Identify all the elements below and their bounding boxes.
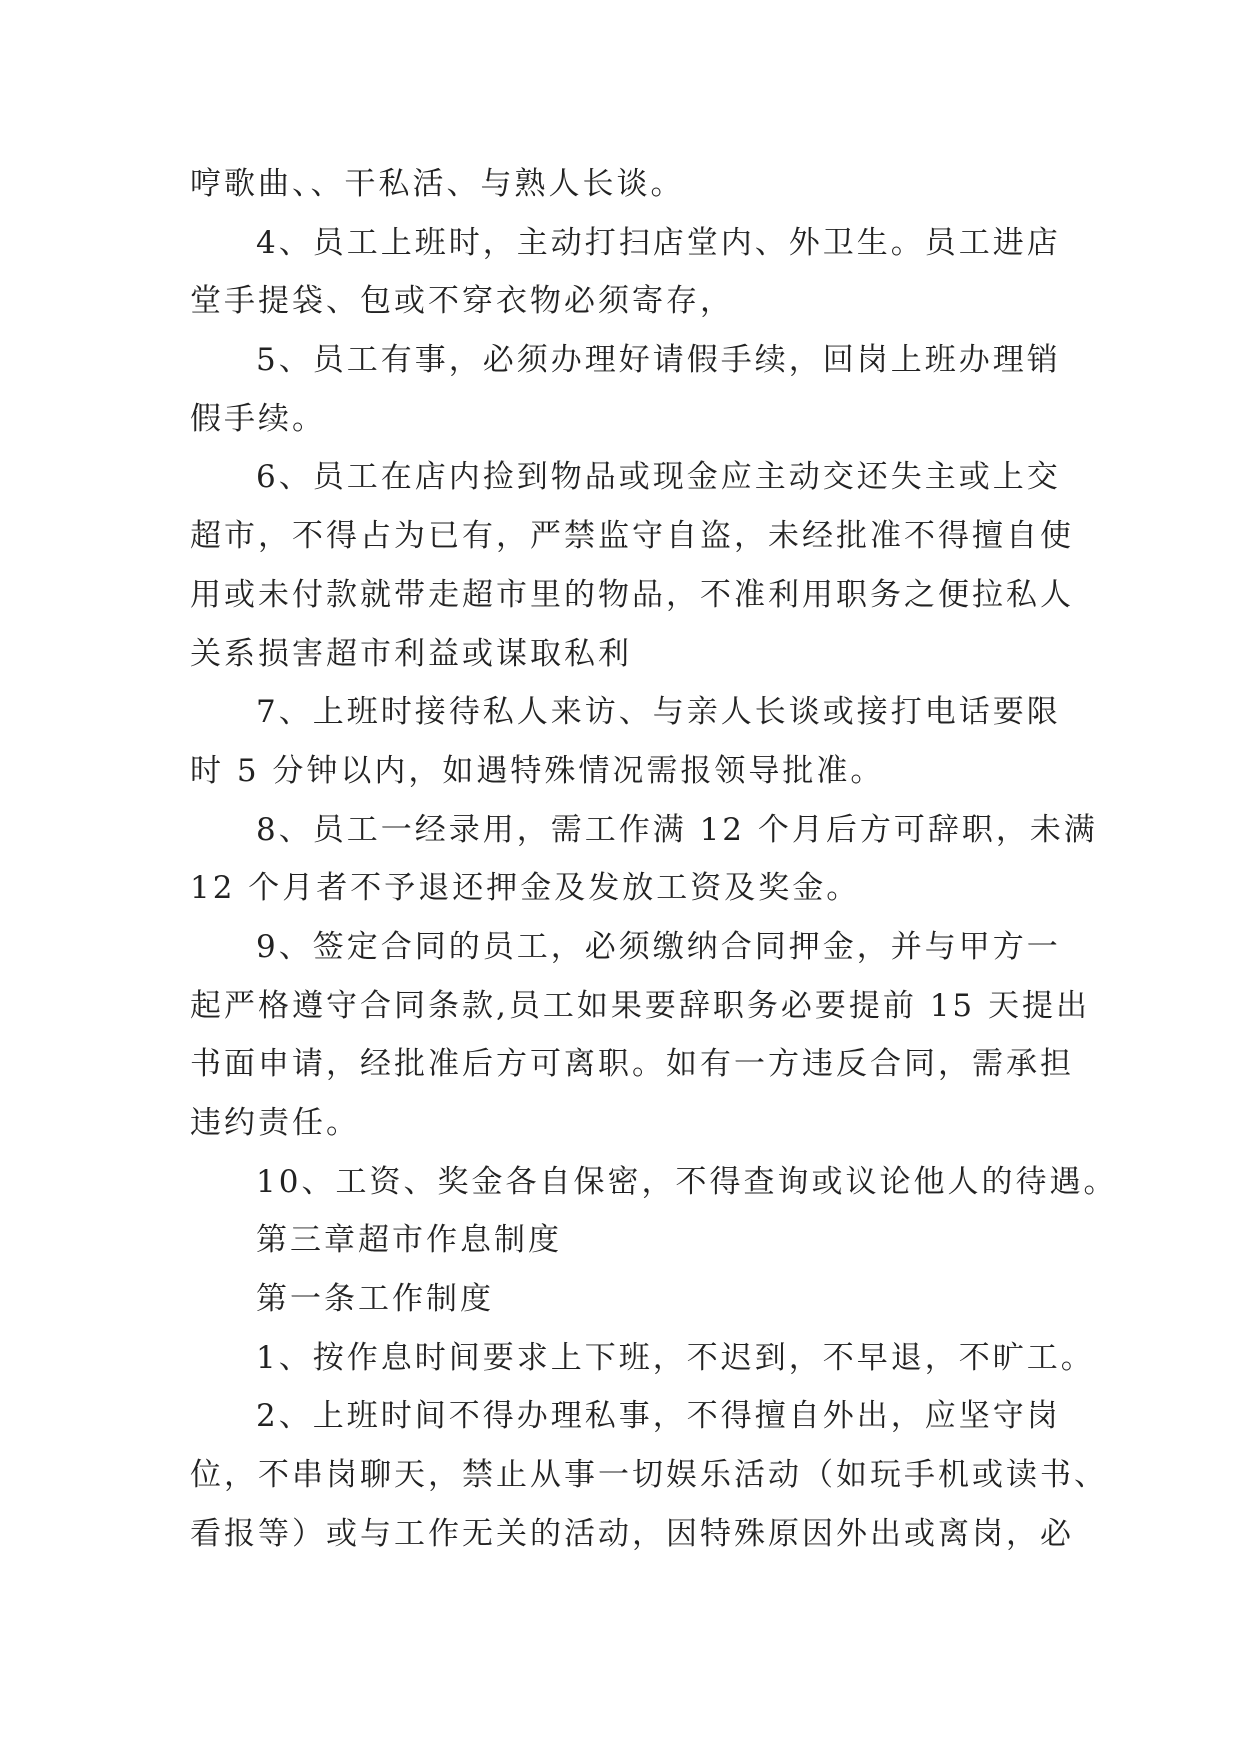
text-line: 看报等）或与工作无关的活动，因特殊原因外出或离岗，必 bbox=[190, 1515, 1074, 1552]
text-line: 6、员工在店内捡到物品或现金应主动交还失主或上交 bbox=[256, 459, 1061, 496]
text-line: 5、员工有事，必须办理好请假手续，回岗上班办理销 bbox=[256, 342, 1061, 379]
text-line: 4、员工上班时，主动打扫店堂内、外卫生。员工进店 bbox=[256, 224, 1061, 261]
text-line: 8、员工一经录用，需工作满 12 个月后方可辞职，未满 bbox=[256, 811, 1098, 848]
article-heading: 第一条工作制度 bbox=[256, 1281, 494, 1318]
text-line: 书面申请，经批准后方可离职。如有一方违反合同，需承担 bbox=[190, 1046, 1074, 1083]
text-line: 9、签定合同的员工，必须缴纳合同押金，并与甲方一 bbox=[256, 928, 1061, 965]
text-line: 12 个月者不予退还押金及发放工资及奖金。 bbox=[190, 870, 861, 907]
text-line: 用或未付款就带走超市里的物品，不准利用职务之便拉私人 bbox=[190, 576, 1074, 613]
text-line: 2、上班时间不得办理私事，不得擅自外出，应坚守岗 bbox=[256, 1398, 1061, 1435]
text-line: 起严格遵守合同条款,员工如果要辞职务必要提前 15 天提出 bbox=[190, 987, 1091, 1024]
text-line: 1、按作息时间要求上下班，不迟到，不早退，不旷工。 bbox=[256, 1339, 1095, 1376]
text-line: 7、上班时接待私人来访、与亲人长谈或接打电话要限 bbox=[256, 694, 1061, 731]
text-line: 关系损害超市利益或谋取私利 bbox=[190, 635, 632, 672]
text-line: 超市，不得占为已有，严禁监守自盗，未经批准不得擅自使 bbox=[190, 518, 1074, 555]
text-line: 时 5 分钟以内，如遇特殊情况需报领导批准。 bbox=[190, 752, 885, 789]
text-line: 违约责任。 bbox=[190, 1105, 360, 1141]
document-body bbox=[190, 155, 1118, 1564]
text-line: 堂手提袋、包或不穿衣物必须寄存， bbox=[190, 283, 734, 320]
chapter-heading: 第三章超市作息制度 bbox=[256, 1222, 562, 1259]
text-line: 假手续。 bbox=[190, 400, 326, 437]
text-line: 哼歌曲、、干私活、与熟人长谈。 bbox=[190, 166, 685, 202]
text-line: 位，不串岗聊天，禁止从事一切娱乐活动（如玩手机或读书、 bbox=[190, 1457, 1108, 1494]
text-line: 10、工资、奖金各自保密，不得查询或议论他人的待遇。 bbox=[256, 1163, 1118, 1200]
